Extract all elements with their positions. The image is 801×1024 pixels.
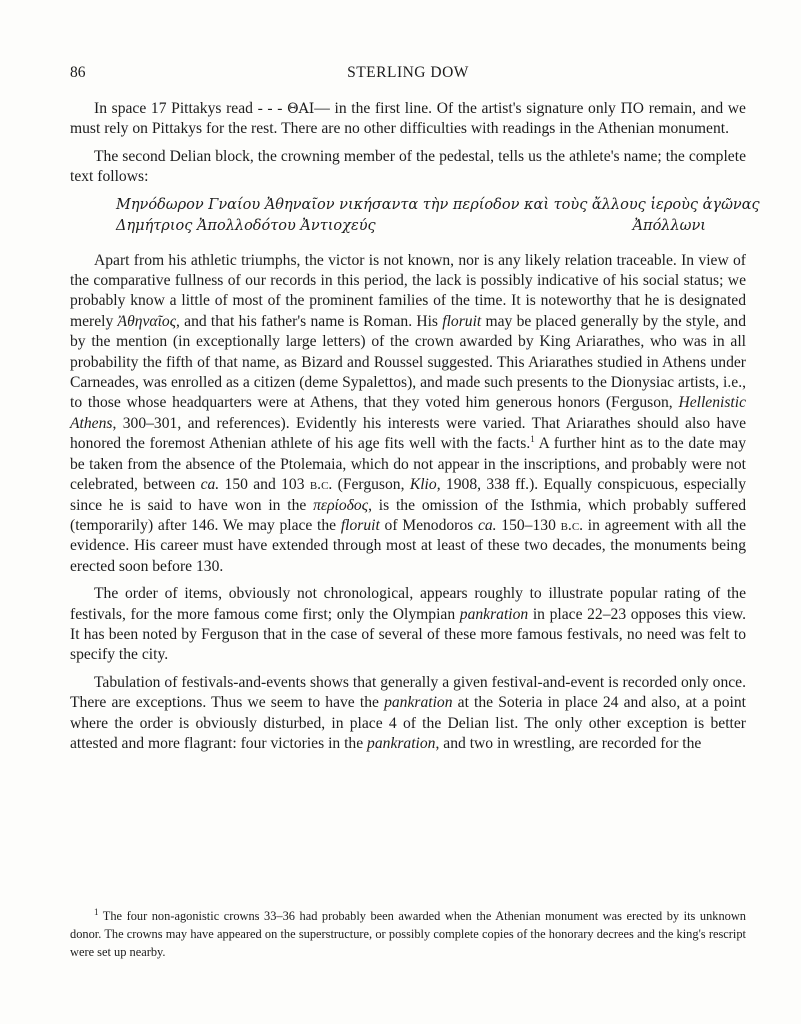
- page-number: 86: [70, 64, 86, 81]
- italic-text: pankration: [459, 605, 529, 623]
- paragraph: [70, 251, 746, 578]
- greek-letters: ΘΑΙ: [287, 101, 315, 117]
- italic-text: Hellenistic Athens: [70, 394, 746, 432]
- text-run: , 1908, 338 ff.). Equally conspicuous, especially since he is said to have won in the: [70, 476, 746, 514]
- italic-text: ca.: [477, 516, 497, 534]
- text-run: , 300–301, and references). Evidently his interests were varied. That Ariarathes should also have honored the foremost Athenian athlete of his age fits well with the facts.: [70, 414, 746, 453]
- italic-text: Ἀθηναῖος: [117, 312, 177, 330]
- inscription-line-2: [116, 216, 736, 237]
- text-run: Tabulation of festivals-and-events shows that generally a given festival-and-event is recorded only once. There are exceptions. Thus we seem to have the: [70, 673, 746, 712]
- italic-text: pankration: [384, 694, 453, 712]
- paragraph: [70, 584, 746, 666]
- italic-text: floruit: [340, 516, 380, 534]
- text-run: (Ferguson,: [332, 476, 410, 494]
- inscription-line-2-right: Ἀπόλλωνι: [632, 217, 706, 234]
- footnote-marker: 1: [94, 906, 99, 917]
- greek-inscription: [116, 195, 760, 237]
- text-run: The second Delian block, the crowning member of the pedestal, tells us the athlete's name; the complete text follows:: [70, 147, 746, 186]
- text-run: A further hint as to the date may be taken from the absence of the Ptolemaia, which do not appear in the inscriptions, and probably were not celebrated, between: [70, 435, 746, 494]
- text-run: remain, and we must rely on Pittakys for the rest. There are no other difficulties with readings in the Athenian monument.: [70, 100, 746, 138]
- paragraph: [70, 673, 746, 755]
- text-run: at the Soteria in place 24 and also, at a point where the order is obviously disturbed, in place 4 of the Delian list. The only other exception is better attested and more flagrant: four victories in the: [70, 694, 746, 752]
- running-head: STERLING DOW: [347, 64, 469, 81]
- text-run: , is the omission of the Isthmia, which probably suffered (temporarily) after 146. We may place the: [70, 496, 747, 534]
- era-abbrev: b.c.: [560, 516, 584, 534]
- inscription-line-2-left: Δημήτριος Ἀπολλοδότου Ἀντιοχεύς: [116, 217, 376, 234]
- text-run: in place 22–23 opposes this view. It has been noted by Ferguson that in the case of several of these more famous festivals, no need was felt to specify the city.: [70, 605, 746, 664]
- text-run: 150 and 103: [219, 476, 310, 494]
- text-run: of Menodoros: [379, 516, 478, 534]
- italic-text: περίοδος: [313, 496, 369, 514]
- text-run: , and that his father's name is Roman. His: [176, 312, 443, 330]
- inscription-line-1: Μηνόδωρον Γναίου Ἀθηναῖον νικήσαντα τὴν περίοδον καὶ τοὺς ἄλλους ἱεροὺς ἀγῶνας: [116, 196, 760, 213]
- text-run: — in the first line. Of the artist's signature only: [314, 100, 621, 117]
- text-run: In space 17 Pittakys read - - -: [94, 100, 288, 117]
- italic-text: floruit: [442, 312, 482, 330]
- italic-text: pankration: [367, 734, 436, 752]
- text-run: The order of items, obviously not chronological, appears roughly to illustrate popular rating of the festivals, for the more famous come first; only the Olympian: [70, 585, 746, 623]
- body-text: [70, 99, 760, 761]
- footnote-ref: 1: [530, 434, 535, 445]
- page-header: [70, 64, 746, 86]
- paragraph: [70, 99, 746, 140]
- italic-text: Klio: [409, 476, 437, 494]
- footnote: [70, 907, 746, 962]
- text-run: may be placed generally by the style, and by the mention (in exceptionally large letters) of the crown awarded by King Ariarathes, who was in all probability the fifth of that name, as Bizard and Roussel suggested. This Ariarathes studied in Athens under Carneades, was enrolled as a citizen (deme Sypalettos), and made such presents to the Dionysiac artists, i.e., to those whose headquarters were at Athens, that they voted him generous honors (Ferguson,: [70, 312, 746, 412]
- text-run: in agreement with all the evidence. His career must have extended through most at least of these two decades, the monuments being erected soon before 130.: [70, 516, 747, 575]
- greek-letters: ΠΟ: [620, 101, 645, 117]
- text-run: Apart from his athletic triumphs, the victor is not known, nor is any likely relation traceable. In view of the comparative fullness of our records in this period, the lack is possibly indicative of his social status; we probably know a little of most of the prominent families of the time. It is noteworthy that he is designated merely: [70, 251, 746, 330]
- text-run: 150–130: [496, 516, 561, 534]
- text-run: , and two in wrestling, are recorded for the: [435, 734, 702, 752]
- era-abbrev: b.c.: [309, 476, 333, 494]
- italic-text: ca.: [200, 476, 220, 494]
- footnote-text: The four non-agonistic crowns 33–36 had probably been awarded when the Athenian monument was erected by its unknown donor. The crowns may have appeared on the superstructure, or possibly complete copies of the honorary decrees and the king's rescript were set up nearby.: [70, 909, 746, 960]
- paragraph: [70, 147, 746, 188]
